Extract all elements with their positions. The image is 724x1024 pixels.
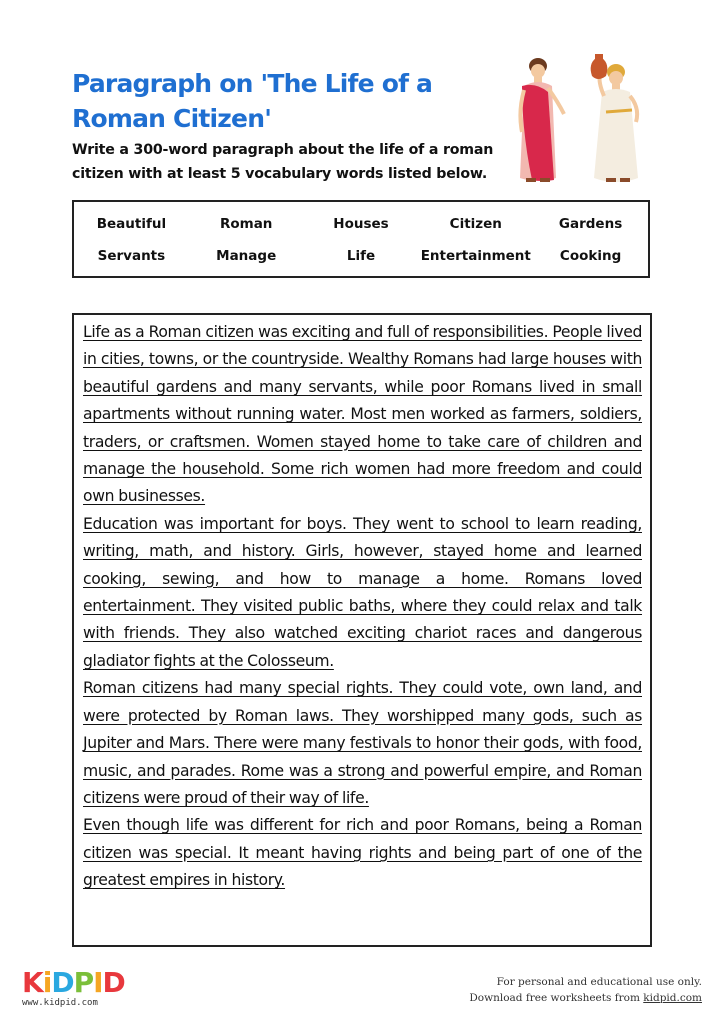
vocab-word: Gardens — [558, 216, 623, 232]
vocab-word: Manage — [216, 248, 277, 264]
vocab-word: Cooking — [559, 248, 622, 264]
paragraph-3: Roman citizens had many special rights. They could vote, own land, and were protected by Roman laws. They worshipped many gods, such as Jupiter and Mars. There were many festivals to honor their gods, with food, music, and parades. Rome was a strong and powerful empire, and Roman citizens were proud of their way of life. — [83, 679, 642, 807]
kidpid-link[interactable]: kidpid.com — [643, 992, 702, 1004]
kidpid-logo: KiDPID — [22, 966, 125, 999]
paragraph-box — [72, 313, 652, 947]
logo-url: www.kidpid.com — [22, 998, 98, 1008]
vocab-word: Beautiful — [96, 216, 167, 232]
roman-women-illustration-icon — [508, 52, 658, 190]
worksheet-instructions: Write a 300-word paragraph about the life of a roman citizen with at least 5 vocabulary words listed below. — [72, 142, 494, 182]
vocab-word: Houses — [333, 216, 389, 232]
vocab-word: Servants — [97, 248, 166, 264]
worksheet-title: Paragraph on 'The Life of a Roman Citizen' — [72, 69, 433, 133]
paragraph-1: Life as a Roman citizen was exciting and full of responsibilities. People lived in cities, towns, or the countryside. Wealthy Romans had large houses with beautiful gardens and many servants, while poor Romans lived in small apartments without running water. Most men worked as farmers, soldiers, traders, or craftsmen. Women stayed home to take care of children and manage the household. Some rich women had more freedom and could own businesses. — [83, 323, 642, 506]
footer-note — [469, 974, 702, 1006]
vocab-word: Citizen — [449, 216, 502, 232]
vocabulary-box — [72, 200, 650, 278]
footer-note-line-1: For personal and educational use only. — [496, 976, 702, 988]
footer-note-prefix: Download free worksheets from — [469, 992, 644, 1004]
paragraph-2: Education was important for boys. They went to school to learn reading, writing, math, and history. Girls, however, stayed home and learned cooking, sewing, and how to manage a home. Romans loved entertainment. They visited public baths, where they could relax and talk with friends. They also watched exciting chariot races and dangerous gladiator fights at the Colosseum. — [83, 514, 642, 670]
vocab-word: Entertainment — [420, 248, 531, 264]
vocab-word: Life — [346, 248, 376, 264]
paragraph-4: Even though life was different for rich and poor Romans, being a Roman citizen was special. It meant having rights and being part of one of the greatest empires in history. — [83, 816, 642, 890]
footer-note-line-2 — [469, 990, 702, 1006]
vocabulary-row-1 — [74, 214, 648, 234]
vocab-word: Roman — [219, 216, 273, 232]
vocabulary-row-2 — [74, 246, 648, 266]
